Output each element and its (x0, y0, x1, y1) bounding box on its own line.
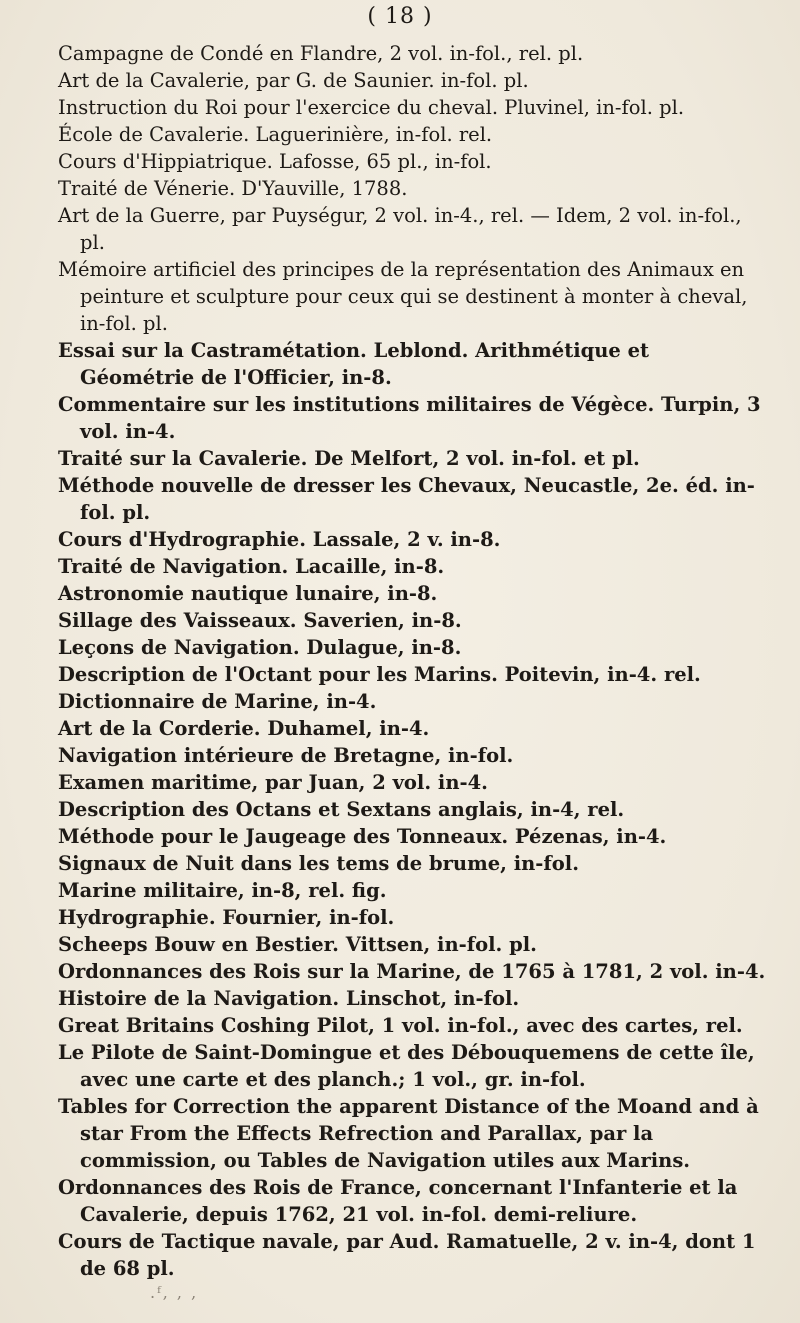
catalogue-entry: Traité de Vénerie. D'Yauville, 1788. (58, 177, 408, 200)
catalogue-entry: Campagne de Condé en Flandre, 2 vol. in-fol., rel. pl. (58, 42, 584, 65)
catalogue-entry: École de Cavalerie. Laguerinière, in-fol. rel. (58, 123, 493, 146)
catalogue-entry: Art de la Cavalerie, par G. de Saunier. in-fol. pl. (58, 69, 529, 92)
catalogue-entry: Signaux de Nuit dans les tems de brume, in-fol. (58, 852, 579, 875)
catalogue-entry: Commentaire sur les institutions militaires de Végèce. Turpin, 3 vol. in-4. (58, 393, 761, 443)
catalogue-entry: Traité de Navigation. Lacaille, in-8. (58, 555, 445, 578)
bottom-mark: .ᶠ‚ ‚ ‚ (150, 1283, 199, 1302)
catalogue-entries (58, 40, 770, 1282)
catalogue-entry: Histoire de la Navigation. Linschot, in-fol. (58, 987, 520, 1010)
catalogue-entry: Le Pilote de Saint-Domingue et des Débouquemens de cette île, avec une carte et des planch.; 1 vol., gr. in-fol. (58, 1041, 755, 1091)
catalogue-entry: Great Britains Coshing Pilot, 1 vol. in-fol., avec des cartes, rel. (58, 1014, 743, 1037)
catalogue-entry: Ordonnances des Rois de France, concernant l'Infanterie et la Cavalerie, depuis 1762, 21 vol. in-fol. demi-reliure. (58, 1176, 738, 1226)
catalogue-entry: Art de la Guerre, par Puységur, 2 vol. in-4., rel. — Idem, 2 vol. in-fol., pl. (58, 204, 742, 254)
catalogue-entry: Leçons de Navigation. Dulague, in-8. (58, 636, 462, 659)
catalogue-entry: Description de l'Octant pour les Marins. Poitevin, in-4. rel. (58, 663, 701, 686)
catalogue-entry: Art de la Corderie. Duhamel, in-4. (58, 717, 430, 740)
catalogue-entry: Sillage des Vaisseaux. Saverien, in-8. (58, 609, 462, 632)
catalogue-entry: Cours de Tactique navale, par Aud. Ramatuelle, 2 v. in-4, dont 1 de 68 pl. (58, 1230, 756, 1280)
catalogue-entry: Cours d'Hydrographie. Lassale, 2 v. in-8. (58, 528, 501, 551)
catalogue-entry: Méthode nouvelle de dresser les Chevaux, Neucastle, 2e. éd. in-fol. pl. (58, 474, 755, 524)
catalogue-entry: Marine militaire, in-8, rel. fig. (58, 879, 387, 902)
catalogue-entry: Hydrographie. Fournier, in-fol. (58, 906, 395, 929)
catalogue-entry: Navigation intérieure de Bretagne, in-fol. (58, 744, 514, 767)
catalogue-entry: Tables for Correction the apparent Distance of the Moand and à star From the Effects Refrection and Parallax, par la commission, ou Tables de Navigation utiles aux Marins. (58, 1095, 759, 1172)
catalogue-entry: Dictionnaire de Marine, in-4. (58, 690, 377, 713)
catalogue-entry: Méthode pour le Jaugeage des Tonneaux. Pézenas, in-4. (58, 825, 667, 848)
catalogue-entry: Astronomie nautique lunaire, in-8. (58, 582, 438, 605)
page-number: ( 18 ) (367, 4, 433, 29)
catalogue-entry: Essai sur la Castramétation. Leblond. Arithmétique et Géométrie de l'Officier, in-8. (58, 339, 650, 389)
catalogue-entry: Instruction du Roi pour l'exercice du cheval. Pluvinel, in-fol. pl. (58, 96, 685, 119)
catalogue-entry: Traité sur la Cavalerie. De Melfort, 2 vol. in-fol. et pl. (58, 447, 640, 470)
catalogue-entry: Scheeps Bouw en Bestier. Vittsen, in-fol. pl. (58, 933, 537, 956)
catalogue-entry: Mémoire artificiel des principes de la représentation des Animaux en peinture et sculpture pour ceux qui se destinent à monter à cheval, in-fol. pl. (58, 258, 748, 335)
catalogue-entry: Cours d'Hippiatrique. Lafosse, 65 pl., in-fol. (58, 150, 492, 173)
catalogue-entry: Ordonnances des Rois sur la Marine, de 1765 à 1781, 2 vol. in-4. (58, 960, 766, 983)
catalogue-entry: Description des Octans et Sextans anglais, in-4, rel. (58, 798, 625, 821)
catalogue-entry: Examen maritime, par Juan, 2 vol. in-4. (58, 771, 488, 794)
